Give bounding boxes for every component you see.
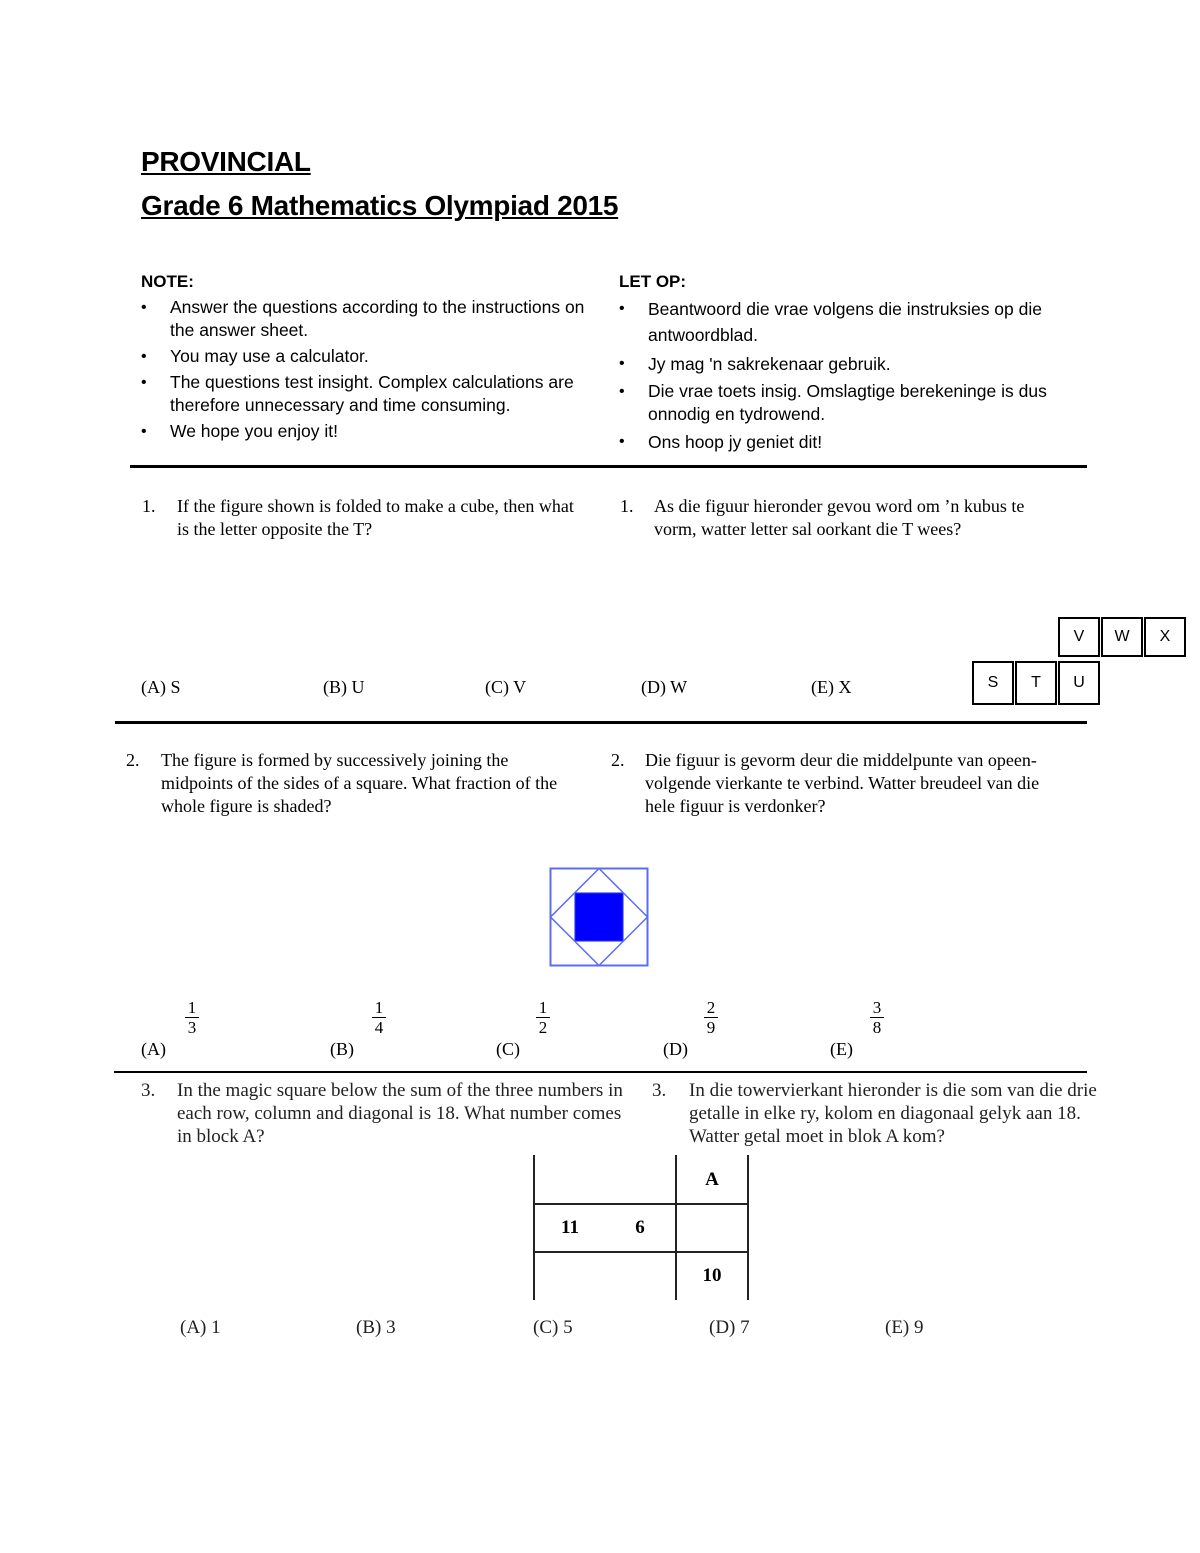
page-title: Grade 6 Mathematics Olympiad 2015	[141, 190, 619, 221]
magic-cell: 10	[702, 1265, 722, 1286]
denominator: 2	[538, 1018, 548, 1037]
net-cell: W	[1101, 617, 1143, 657]
q3-option-e[interactable]: (E) 9	[885, 1317, 924, 1338]
question-number: 1.	[142, 496, 156, 516]
question-2-af	[611, 749, 1071, 821]
divider	[130, 465, 1087, 468]
q2-option-b-fraction	[372, 999, 386, 1036]
numerator: 1	[187, 998, 197, 1017]
q2-option-b-label[interactable]: (B)	[330, 1039, 354, 1059]
question-number: 3.	[652, 1080, 667, 1101]
numerator: 3	[872, 998, 882, 1017]
shaded-square	[575, 893, 624, 942]
note-item-af: • Die vrae toets insig. Omslagtige berekeninge is dus onnodig en tydrowend.	[619, 380, 1074, 426]
note-item-af: • Jy mag 'n sakrekenaar gebruik.	[619, 351, 1074, 377]
note-afrikaans	[619, 272, 1074, 458]
note-item-af: • Ons hoop jy geniet dit!	[619, 429, 1074, 455]
q3-option-b[interactable]: (B) 3	[356, 1317, 396, 1338]
question-number: 3.	[141, 1080, 156, 1101]
q2-option-a-label[interactable]: (A)	[141, 1039, 166, 1059]
cube-net	[972, 617, 1188, 705]
q2-option-d-fraction	[704, 999, 718, 1036]
note-item: • You may use a calculator.	[141, 345, 601, 368]
denominator: 4	[374, 1018, 384, 1037]
question-1-af	[620, 495, 1070, 545]
question-text: Die figuur is gevorm deur die middelpunte van opeen-volgende vierkante te verbind. Watter breudeel van die hele figuur is verdonker?	[645, 750, 1040, 816]
q1-option-e[interactable]: (E) X	[811, 677, 852, 697]
question-1-en	[142, 495, 582, 545]
denominator: 8	[872, 1018, 882, 1037]
note-heading-af: LET OP:	[619, 272, 687, 291]
nested-squares-figure	[549, 867, 649, 967]
denominator: 3	[187, 1018, 197, 1037]
question-3-af	[652, 1079, 1122, 1151]
q1-option-a[interactable]: (A) S	[141, 677, 181, 697]
note-item: • We hope you enjoy it!	[141, 420, 601, 443]
denominator: 9	[706, 1018, 716, 1037]
q1-option-c[interactable]: (C) V	[485, 677, 527, 697]
question-text: In the magic square below the sum of the three numbers in each row, column and diagonal is 18. What number comes in block A?	[177, 1080, 623, 1147]
net-cell: V	[1058, 617, 1100, 657]
question-text: As die figuur hieronder gevou word om ’n kubus te vorm, watter letter sal oorkant die T wees?	[654, 496, 1025, 539]
question-text: The figure is formed by successively joining the midpoints of the sides of a square. What fraction of the whole figure is shaded?	[161, 750, 558, 816]
note-item: • The questions test insight. Complex calculations are therefore unnecessary and time consuming.	[141, 371, 601, 417]
magic-cell: 11	[561, 1217, 579, 1238]
numerator: 1	[538, 998, 548, 1017]
net-cell: T	[1015, 661, 1057, 705]
q3-option-d[interactable]: (D) 7	[709, 1317, 750, 1338]
q1-option-d[interactable]: (D) W	[641, 677, 688, 697]
net-cell: S	[972, 661, 1014, 705]
question-number: 2.	[611, 750, 625, 770]
net-cell: U	[1058, 661, 1100, 705]
question-2-en	[126, 749, 596, 821]
net-cell: X	[1144, 617, 1186, 657]
numerator: 1	[374, 998, 384, 1017]
note-item: • Answer the questions according to the instructions on the answer sheet.	[141, 296, 601, 342]
q2-option-a-fraction	[185, 999, 199, 1036]
note-english	[141, 272, 601, 446]
q1-option-b[interactable]: (B) U	[323, 677, 365, 697]
q2-option-e-label[interactable]: (E)	[830, 1039, 853, 1059]
q3-option-c[interactable]: (C) 5	[533, 1317, 573, 1338]
note-heading: NOTE:	[141, 272, 194, 291]
title-provincial: PROVINCIAL	[141, 146, 311, 177]
magic-square	[533, 1155, 751, 1301]
q2-option-c-fraction	[536, 999, 550, 1036]
divider	[115, 721, 1087, 724]
divider	[114, 1071, 1087, 1073]
question-number: 2.	[126, 750, 140, 770]
magic-cell: 6	[635, 1217, 645, 1238]
note-item-af: • Beantwoord die vrae volgens die instruksies op die antwoordblad.	[619, 296, 1074, 348]
q2-option-c-label[interactable]: (C)	[496, 1039, 520, 1059]
q2-option-e-fraction	[870, 999, 884, 1036]
question-text: In die towervierkant hieronder is die som van die drie getalle in elke ry, kolom en diagonaal gelyk aan 18. Watter getal moet in blok A kom?	[689, 1080, 1097, 1147]
q3-option-a[interactable]: (A) 1	[180, 1317, 221, 1338]
magic-cell-a: A	[705, 1169, 719, 1190]
question-number: 1.	[620, 496, 634, 516]
question-text: If the figure shown is folded to make a cube, then what is the letter opposite the T?	[177, 496, 574, 539]
numerator: 2	[706, 998, 716, 1017]
question-3-en	[141, 1079, 631, 1151]
q2-option-d-label[interactable]: (D)	[663, 1039, 688, 1059]
